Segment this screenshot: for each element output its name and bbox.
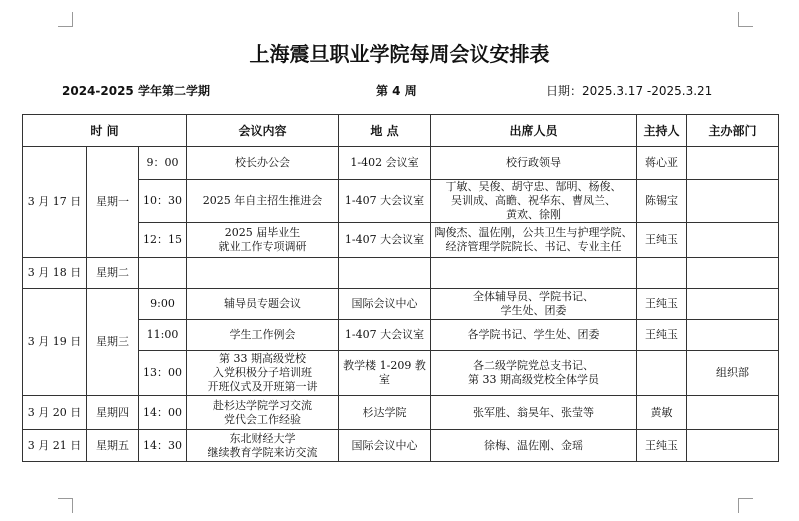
date-cell: 3 月 21 日: [23, 430, 87, 462]
host-cell: 蒋心亚: [637, 147, 687, 180]
time-cell: 12：15: [139, 223, 187, 258]
location-cell: 1-407 大会议室: [339, 180, 431, 223]
organizer-cell: [687, 289, 779, 320]
content-line: 赴杉达学院学习交流: [213, 398, 312, 412]
date-cell: 3 月 17 日: [23, 147, 87, 258]
content-cell: [187, 320, 339, 351]
weekday-cell: 星期五: [87, 430, 139, 462]
host-cell: 王纯玉: [637, 289, 687, 320]
organizer-cell: [687, 223, 779, 258]
attendees-line: 第 33 期高级党校全体学员: [468, 373, 599, 386]
content-cell: [187, 430, 339, 462]
content-line: 东北财经大学: [229, 431, 296, 445]
crop-mark-top-left: [58, 12, 73, 27]
attendees-line: 校行政领导: [506, 156, 561, 169]
date-cell: 3 月 19 日: [23, 289, 87, 396]
time-cell: 10：30: [139, 180, 187, 223]
attendees-cell: [431, 396, 637, 430]
content-cell: [187, 147, 339, 180]
location-cell: 1-402 会议室: [339, 147, 431, 180]
header-host: 主持人: [637, 115, 687, 147]
crop-mark-bottom-left: [58, 498, 73, 513]
attendees-line: 徐梅、温佐刚、金瑶: [484, 438, 583, 452]
organizer-cell: [687, 396, 779, 430]
content-cell: [187, 289, 339, 320]
header-time: 时 间: [23, 115, 187, 147]
weekday-cell: 星期一: [87, 147, 139, 258]
content-line: 党代会工作经验: [224, 412, 301, 426]
content-line: 就业工作专项调研: [218, 240, 307, 253]
content-line: 2025 届毕业生: [224, 226, 301, 239]
attendees-cell: [431, 289, 637, 320]
attendees-cell: [431, 430, 637, 462]
location-cell: 杉达学院: [339, 396, 431, 430]
date-range-label: 日期：2025.3.17 -2025.3.21: [546, 84, 713, 98]
organizer-cell: [687, 258, 779, 289]
content-line: 继续教育学院来访交流: [207, 445, 318, 459]
location-cell: 国际会议中心: [339, 430, 431, 462]
time-cell: 11:00: [139, 320, 187, 351]
content-line: 学生工作例会: [229, 328, 296, 341]
table-row: [23, 258, 779, 289]
attendees-line: 吴训成、高瞻、祝华东、曹凤兰、: [451, 194, 616, 207]
header-content: 会议内容: [187, 115, 339, 147]
organizer-cell: [687, 147, 779, 180]
host-cell: 陈锡宝: [637, 180, 687, 223]
organizer-cell: [687, 180, 779, 223]
attendees-cell: [431, 351, 637, 396]
weekday-cell: 星期二: [87, 258, 139, 289]
attendees-line: 各学院书记、学生处、团委: [467, 328, 600, 341]
location-cell: 国际会议中心: [339, 289, 431, 320]
weekday-cell: 星期四: [87, 396, 139, 430]
content-cell: [187, 258, 339, 289]
crop-mark-top-right: [738, 12, 753, 27]
time-cell: 14：00: [139, 396, 187, 430]
attendees-cell: [431, 147, 637, 180]
location-cell: [339, 258, 431, 289]
crop-mark-bottom-right: [738, 498, 753, 513]
attendees-line: 经济管理学院院长、书记、专业主任: [445, 240, 622, 253]
attendees-line: 陶俊杰、温佐刚，公共卫生与护理学院、: [434, 226, 633, 239]
content-cell: [187, 180, 339, 223]
table-row: [23, 147, 779, 180]
content-cell: [187, 223, 339, 258]
attendees-line: 丁敏、吴俊、胡守忠、郜明、杨俊、: [445, 180, 622, 193]
host-cell: 黄敏: [637, 396, 687, 430]
attendees-line: 各二级学院党总支书记、: [473, 359, 594, 372]
header-location: 地 点: [339, 115, 431, 147]
attendees-cell: [431, 223, 637, 258]
attendees-cell: [431, 258, 637, 289]
organizer-cell: [687, 430, 779, 462]
attendees-cell: [431, 320, 637, 351]
time-cell: 13：00: [139, 351, 187, 396]
time-cell: 9：00: [139, 147, 187, 180]
location-cell: 教学楼 1-209 教室: [339, 351, 431, 396]
attendees-line: 学生处、团委: [500, 304, 567, 317]
host-cell: 王纯玉: [637, 430, 687, 462]
date-cell: 3 月 20 日: [23, 396, 87, 430]
attendees-line: 张军胜、翁昊年、张莹等: [473, 405, 594, 419]
host-cell: [637, 351, 687, 396]
content-line: 第 33 期高级党校: [219, 352, 306, 365]
table-row: [23, 289, 779, 320]
attendees-cell: [431, 180, 637, 223]
content-cell: [187, 396, 339, 430]
content-line: 辅导员专题会议: [224, 297, 301, 310]
content-line: 开班仪式及开班第一讲: [207, 380, 318, 393]
content-line: 2025 年自主招生推进会: [202, 194, 323, 207]
header-attendees: 出席人员: [431, 115, 637, 147]
organizer-cell: 组织部: [687, 351, 779, 396]
table-header-row: [23, 115, 779, 147]
time-cell: 14：30: [139, 430, 187, 462]
host-cell: [637, 258, 687, 289]
host-cell: 王纯玉: [637, 320, 687, 351]
location-cell: 1-407 大会议室: [339, 320, 431, 351]
content-cell: [187, 351, 339, 396]
semester-label: 2024-2025 学年第二学期: [62, 84, 210, 98]
attendees-line: 黄欢、徐刚: [506, 208, 561, 221]
attendees-line: 全体辅导员、学院书记、: [473, 290, 594, 303]
header-organizer: 主办部门: [687, 115, 779, 147]
weekday-cell: 星期三: [87, 289, 139, 396]
date-cell: 3 月 18 日: [23, 258, 87, 289]
time-cell: [139, 258, 187, 289]
page-title: 上海震旦职业学院每周会议安排表: [249, 42, 550, 66]
host-cell: 王纯玉: [637, 223, 687, 258]
table-row: [23, 396, 779, 430]
content-line: 入党积极分子培训班: [213, 366, 312, 379]
time-cell: 9:00: [139, 289, 187, 320]
location-cell: 1-407 大会议室: [339, 223, 431, 258]
meeting-schedule-table: [22, 114, 779, 462]
week-label: 第 4 周: [376, 84, 417, 98]
organizer-cell: [687, 320, 779, 351]
table-row: [23, 430, 779, 462]
content-line: 校长办公会: [235, 156, 290, 169]
